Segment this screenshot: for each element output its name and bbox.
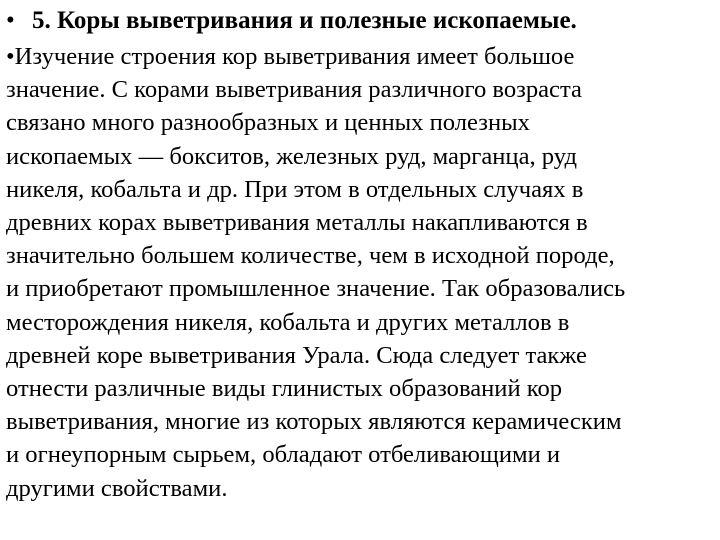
paragraph-line-5: никеля, кобальта и др. При этом в отдельных случаях в (6, 175, 584, 203)
paragraph-line-13: и огнеупорным сырьем, обладают отбеливающими и (6, 441, 561, 469)
paragraph-line-12: выветривания, многие из которых являются керамическим (6, 408, 622, 436)
body-paragraph (6, 40, 716, 505)
paragraph-line-10: древней коре выветривания Урала. Сюда следует также (6, 341, 587, 369)
paragraph-line-14: другими свойствами. (6, 474, 228, 502)
heading-bullet: • (6, 7, 15, 34)
paragraph-line-7: значительно большем количестве, чем в исходной породе, (6, 242, 615, 270)
paragraph-line-2: значение. С корами выветривания различного возраста (6, 76, 582, 104)
paragraph-line-6: древних корах выветривания металлы накапливаются в (6, 209, 588, 237)
slide-heading (6, 6, 577, 36)
heading-text: 5. Коры выветривания и полезные ископаемые. (32, 7, 577, 34)
paragraph-line-4: ископаемых — бокситов, железных руд, марганца, руд (6, 142, 578, 170)
paragraph-line-1: •Изучение строения кор выветривания имеет большое (6, 43, 575, 70)
paragraph-line-8: и приобретают промышленное значение. Так образовались (6, 275, 626, 303)
paragraph-line-9: месторождения никеля, кобальта и других металлов в (6, 308, 570, 336)
paragraph-line-11: отнести различные виды глинистых образований кор (6, 375, 563, 403)
paragraph-line-3: связано много разнообразных и ценных полезных (6, 109, 530, 137)
